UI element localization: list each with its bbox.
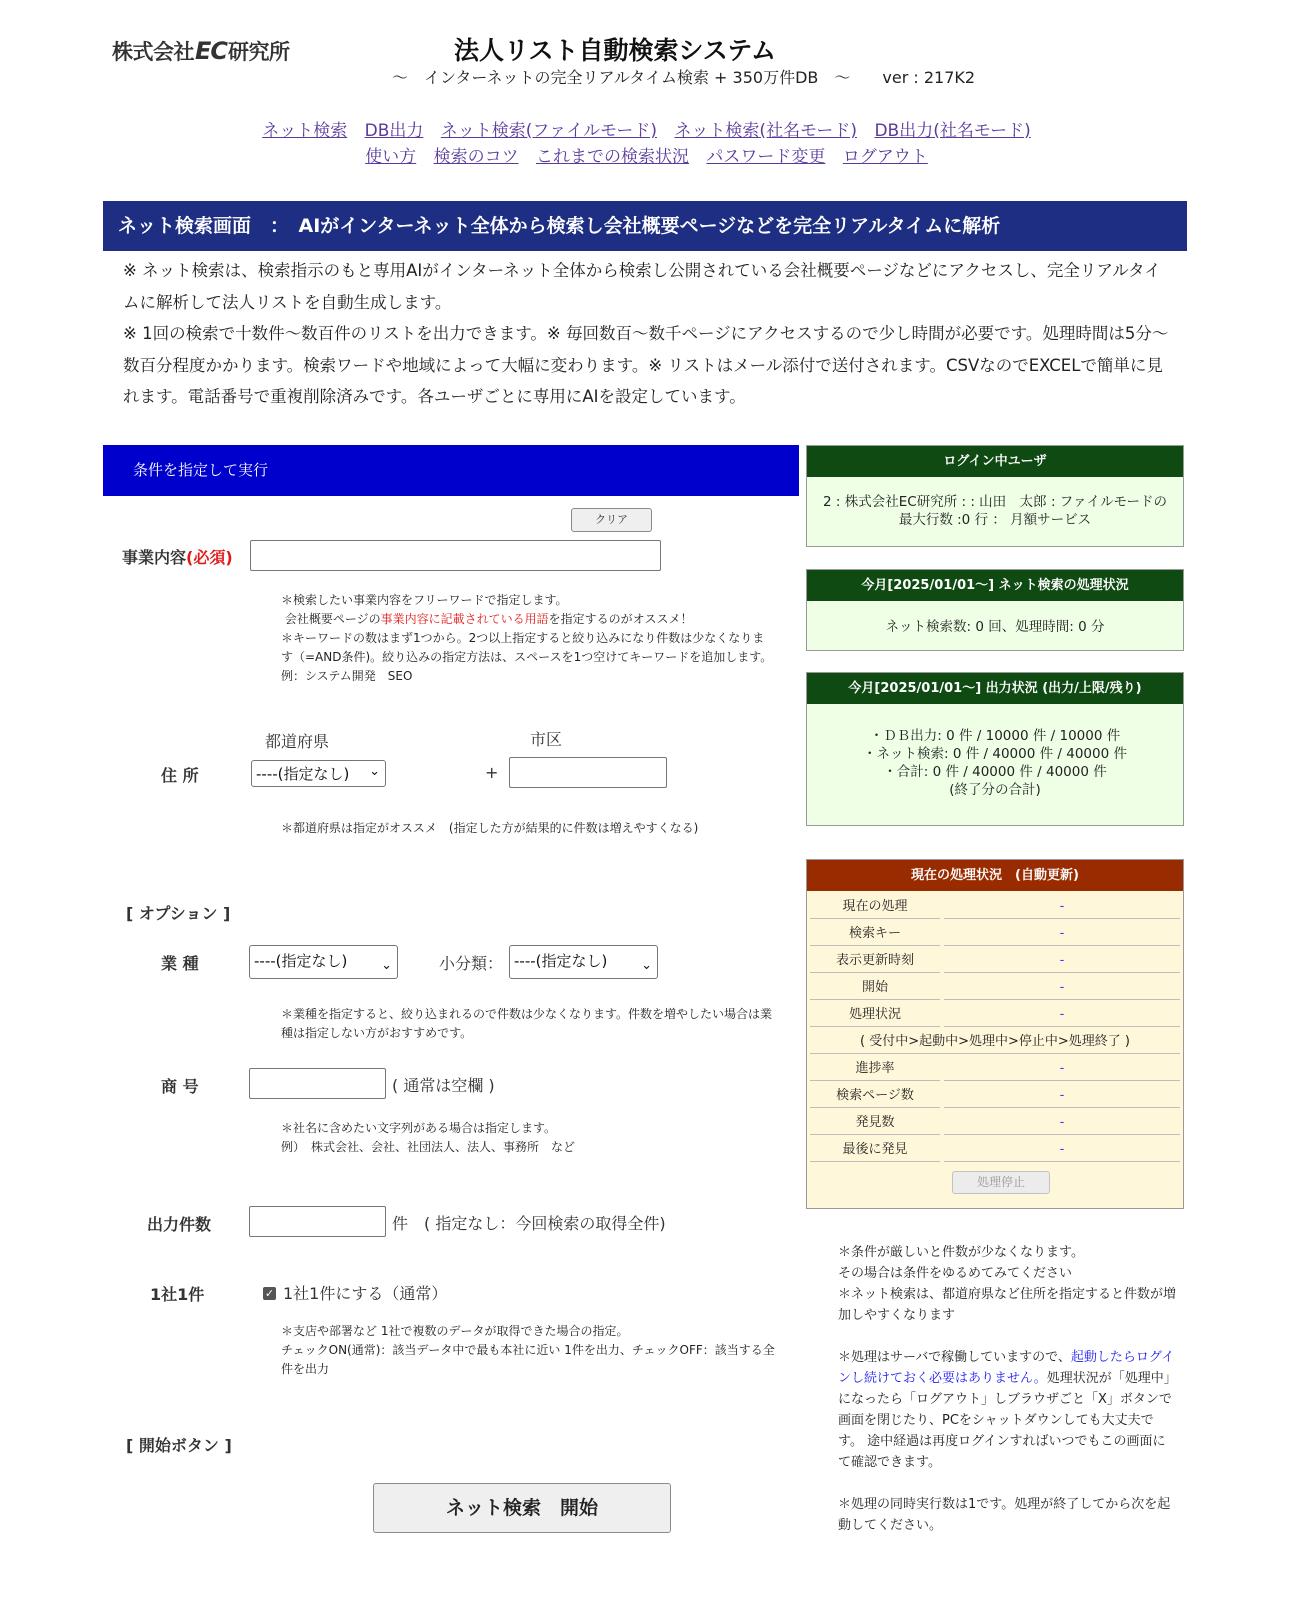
company-name-label: 商 号: [161, 1077, 199, 1096]
login-user-panel: [806, 445, 1184, 547]
business-label: 事業内容(必須): [122, 548, 233, 567]
nav-change-password[interactable]: パスワード変更: [706, 147, 826, 167]
one-per-company-label: 1社1件: [150, 1285, 205, 1304]
city-input[interactable]: [509, 757, 667, 788]
prefecture-label: 都道府県: [265, 732, 330, 751]
one-per-company-checkbox[interactable]: ✓: [264, 1287, 275, 1300]
note-line: ＊支店や部署など 1社で複数のデータが取得できた場合の指定。: [281, 1324, 629, 1338]
intro-paragraph: ※ 1回の検索で十数件～数百件のリストを出力できます。※ 毎回数百～数千ページにアクセスするので少し時間が必要です。処理時間は5分～数百分程度かかります。検索ワードや地域によって大幅に変わります。※ リストはメール添付で送付されます。CSVなのでEXCELで簡単に見れます。電話番号で重複削除済みです。各ユーザごとに専用にAIを設定しています。: [123, 324, 1169, 406]
status-row: 進捗率 -: [810, 1056, 1180, 1083]
output-count-input[interactable]: [249, 1206, 386, 1237]
one-per-company-note: [281, 1322, 775, 1379]
nav-search-history[interactable]: これまでの検索状況: [536, 147, 689, 167]
nav-db-output[interactable]: DB出力: [364, 121, 424, 141]
subcategory-label: 小分類：: [439, 954, 504, 973]
industry-select[interactable]: ----(指定なし) ⌄: [249, 945, 398, 979]
note-line: ＊条件が厳しいと件数が少なくなります。: [838, 1245, 1084, 1260]
output-status-title: 今月[2025/01/01～] 出力状況 (出力/上限/残り): [807, 673, 1183, 704]
output-status-panel: [806, 672, 1184, 826]
status-flow-row: ( 受付中>起動中>処理中>停止中>処理終了 ): [810, 1029, 1180, 1056]
status-row: 現在の処理 -: [810, 894, 1180, 921]
status-row: 最後に発見 -: [810, 1137, 1180, 1164]
note-line: 会社概要ページの事業内容に記載されている用語を指定するのがオススメ！: [284, 612, 693, 626]
note-line: その場合は条件をゆるめてみてください: [838, 1266, 1073, 1281]
chevron-down-icon: ⌄: [381, 958, 392, 973]
right-notes: [838, 1242, 1178, 1536]
stop-processing-button[interactable]: 処理停止: [952, 1171, 1050, 1194]
nav-row-1: [0, 118, 1293, 144]
plus-sign: +: [485, 763, 499, 782]
industry-label: 業 種: [161, 954, 199, 973]
chevron-down-icon: ⌄: [641, 958, 652, 973]
net-search-status-info: ネット検索数: 0 回、処理時間: 0 分: [885, 619, 1105, 635]
prefecture-select[interactable]: ----(指定なし) ⌄: [251, 760, 386, 787]
note-line: ＊ネット検索は、都道府県など住所を指定すると件数が増加しやすくなります: [838, 1287, 1177, 1323]
form-header: 条件を指定して実行: [103, 445, 799, 496]
intro-paragraph: ※ ネット検索は、検索指示のもと専用AIがインターネット全体から検索し公開されている会社概要ページなどにアクセスし、完全リアルタイムに解析して法人リストを自動生成します。: [123, 261, 1161, 312]
page-subtitle: [392, 65, 975, 88]
note-line: ＊検索したい事業内容をフリーワードで指定します。: [281, 593, 568, 607]
login-user-title: ログイン中ユーザ: [807, 446, 1183, 477]
company-name-input[interactable]: [249, 1068, 386, 1099]
output-status-line: ・合計: 0 件 / 40000 件 / 40000 件: [883, 764, 1107, 780]
clear-button[interactable]: クリア: [571, 508, 652, 532]
nav-search-tips[interactable]: 検索のコツ: [433, 147, 519, 167]
chevron-down-icon: ⌄: [369, 764, 380, 779]
note-line: ＊キーワードの数はまず1つから。2つ以上指定すると絞り込みになり件数は少なくなります（=AND条件)。絞り込みの指定方法は、スペースを1つ空けてキーワードを追加します。例：システム開発 SEO: [281, 631, 773, 683]
company-name-note: [281, 1119, 575, 1157]
options-title: [ オプション ]: [126, 904, 231, 923]
subtitle-text: ～ インターネットの完全リアルタイム検索 + 350万件DB ～: [392, 68, 851, 87]
nav-db-output-company-mode[interactable]: DB出力(社名モード): [874, 121, 1031, 141]
status-row: 検索ページ数 -: [810, 1083, 1180, 1110]
page-title: 法人リスト自動検索システム: [453, 36, 776, 65]
net-search-status-title: 今月[2025/01/01～] ネット検索の処理状況: [807, 570, 1183, 601]
address-label: 住 所: [161, 766, 199, 785]
note-line: ＊処理の同時実行数は1です。処理が終了してから次を起動してください。: [838, 1497, 1171, 1533]
company-name-hint: ( 通常は空欄 ): [392, 1076, 495, 1095]
processing-status-panel: [806, 859, 1184, 1209]
status-row: 表示更新時刻 -: [810, 948, 1180, 975]
intro-text: [123, 255, 1175, 413]
nav-net-search[interactable]: ネット検索: [262, 121, 348, 141]
output-count-hint: 件 ( 指定なし：今回検索の取得全件): [392, 1214, 666, 1233]
address-note: ＊都道府県は指定がオススメ (指定した方が結果的に件数は増えやすくなる): [281, 821, 699, 835]
note-line: 例） 株式会社、会社、社団法人、法人、事務所 など: [281, 1140, 576, 1154]
status-row: 検索キー -: [810, 921, 1180, 948]
one-per-company-checkbox-label: 1社1件にする（通常）: [283, 1284, 448, 1303]
login-user-info: 2 : 株式会社EC研究所 : : 山田 太郎 : ファイルモードの最大行数 :0 行 ： 月額サービス: [823, 494, 1167, 528]
subcategory-select[interactable]: ----(指定なし) ⌄: [509, 945, 658, 979]
industry-note: ＊業種を指定すると、絞り込まれるので件数は少なくなります。件数を増やしたい場合は業種は指定しない方がおすすめです。: [281, 1007, 773, 1040]
note-line: ＊処理はサーバで稼働していますので、起動したらログインし続けておく必要はありません。処理状況が「処理中」になったら「ログアウト」しブラウザごと「X」ボタンで画面を閉じたり、PCをシャットダウンしても大丈夫です。 途中経過は再度ログインすればいつでもこの画面にて確認できます。: [838, 1350, 1177, 1470]
status-row: 発見数 -: [810, 1110, 1180, 1137]
note-line: チェックON(通常)：該当データ中で最も本社に近い 1件を出力、チェックOFF：該当する全件を出力: [281, 1343, 775, 1376]
screen-banner: ネット検索画面 ： AIがインターネット全体から検索し会社概要ページなどを完全リアルタイムに解析: [103, 201, 1187, 251]
city-label: 市区: [530, 730, 563, 749]
business-note: [281, 591, 775, 686]
output-status-line: ・ネット検索: 0 件 / 40000 件 / 40000 件: [863, 746, 1127, 762]
nav-net-search-file-mode[interactable]: ネット検索(ファイルモード): [440, 121, 658, 141]
company-logo: 株式会社EC研究所: [112, 37, 290, 65]
net-search-status-panel: [806, 569, 1184, 651]
output-status-line: ・ＤＢ出力: 0 件 / 10000 件 / 10000 件: [869, 728, 1121, 744]
status-row: 開始 -: [810, 975, 1180, 1002]
business-input[interactable]: [250, 540, 661, 571]
nav-logout[interactable]: ログアウト: [842, 147, 928, 167]
nav-net-search-company-mode[interactable]: ネット検索(社名モード): [674, 121, 858, 141]
status-row: 処理状況 -: [810, 1002, 1180, 1029]
processing-status-title: 現在の処理状況 (自動更新): [807, 860, 1183, 891]
output-status-line: (終了分の合計): [949, 782, 1041, 798]
start-net-search-button[interactable]: ネット検索 開始: [373, 1483, 671, 1533]
version-label: ver : 217K2: [882, 68, 976, 87]
nav-row-2: [0, 144, 1293, 170]
output-count-label: 出力件数: [147, 1215, 212, 1234]
nav-how-to-use[interactable]: 使い方: [365, 147, 417, 167]
start-section-title: [ 開始ボタン ]: [126, 1436, 232, 1455]
required-mark: (必須): [186, 548, 233, 567]
output-status-info: [807, 704, 1183, 799]
note-line: ＊社名に含めたい文字列がある場合は指定します。: [281, 1121, 557, 1135]
